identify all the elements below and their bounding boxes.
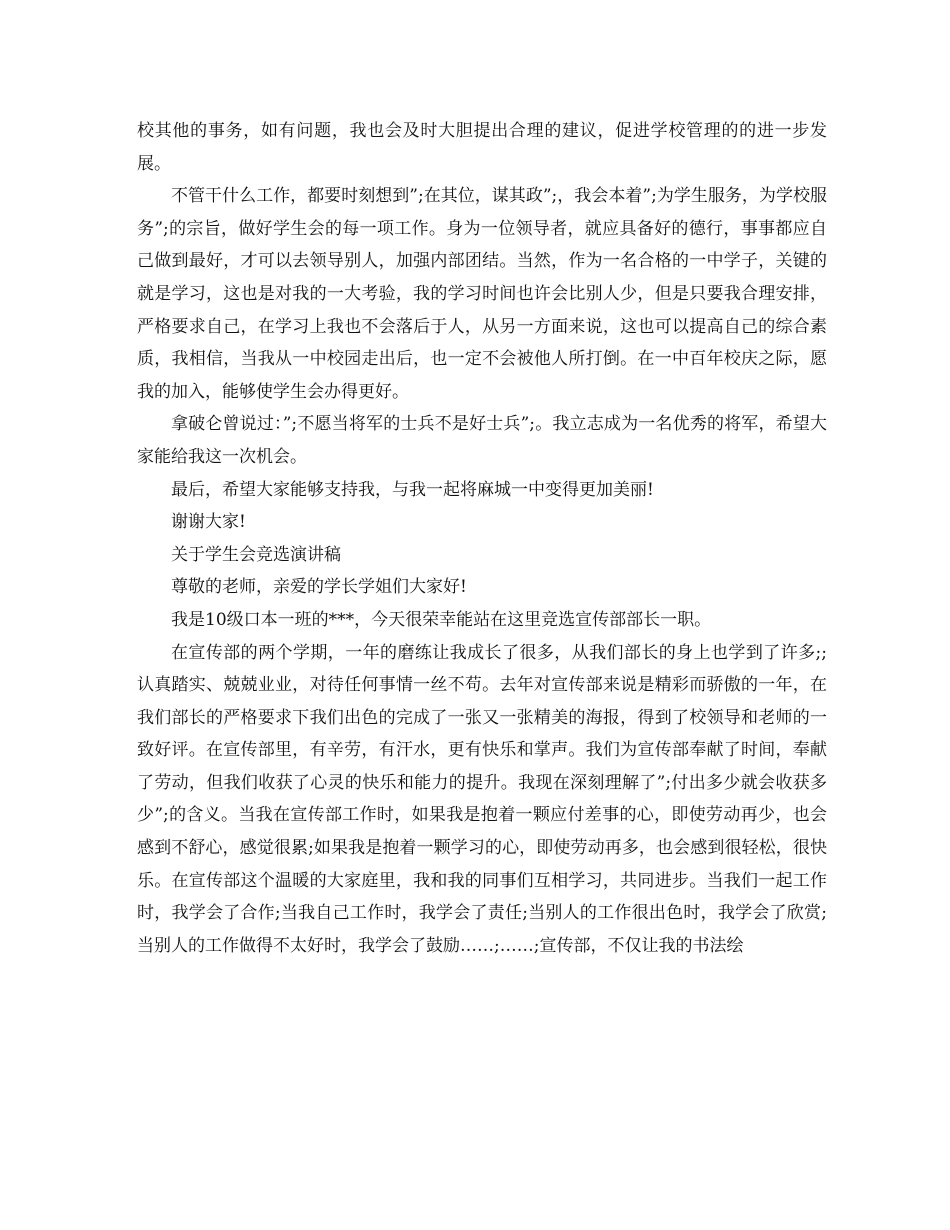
paragraph-9: 在宣传部的两个学期，一年的磨练让我成长了很多，从我们部长的身上也学到了许多;;认真踏实、兢兢业业，对待任何事情一丝不苟。去年对宣传部来说是精彩而骄傲的一年，在我们部长的严格要求下我们出色的完成了一张又一张精美的海报，得到了校领导和老师的一致好评。在宣传部里，有辛劳，有汗水，更有快乐和掌声。我们为宣传部奉献了时间，奉献了劳动，但我们收获了心灵的快乐和能力的提升。我现在深刻理解了”;付出多少就会收获多少”;的含义。当我在宣传部工作时，如果我是抱着一颗应付差事的心，即使劳动再少，也会感到不舒心，感觉很累;如果我是抱着一颗学习的心，即使劳动再多，也会感到很轻松，很快乐。在宣传部这个温暖的大家庭里，我和我的同事们互相学习，共同进步。当我们一起工作时，我学会了合作;当我自己工作时，我学会了责任;当别人的工作很出色时，我学会了欣赏;当别人的工作做得不太好时，我学会了鼓励……;……;宣传部，不仅让我的书法绘: [137, 642, 827, 956]
greeting: 尊敬的老师，亲爱的学长学姐们大家好!: [171, 577, 467, 598]
section-title: 关于学生会竞选演讲稿: [171, 544, 341, 565]
paragraph-2: 不管干什么工作，都要时刻想到”;在其位，谋其政”;，我会本着”;为学生服务，为学校服务”;的宗旨，做好学生会的每一项工作。身为一位领导者，就应具备好的德行，事事都应自己做到最好，才可以去领导别人，加强内部团结。当然，作为一名合格的一中学子，关键的就是学习，这也是对我的一大考验，我的学习时间也许会比别人少，但是只要我合理安排，严格要求自己，在学习上我也不会落后于人，从另一方面来说，这也可以提高自己的综合素质，我相信，当我从一中校园走出后，也一定不会被他人所打倒。在一中百年校庆之际，愿我的加入，能够使学生会办得更好。: [137, 186, 827, 402]
paragraph-4: 最后，希望大家能够支持我，与我一起将麻城一中变得更加美丽!: [171, 479, 654, 500]
paragraph-8: 我是10级口本一班的***，今天很荣幸能站在这里竞选宣传部部长一职。: [171, 609, 712, 630]
paragraph-5: 谢谢大家!: [171, 512, 246, 533]
paragraph-3: 拿破仑曾说过：”;不愿当将军的士兵不是好士兵”;。我立志成为一名优秀的将军，希望大家能给我这一次机会。: [137, 414, 827, 467]
document-body: [137, 115, 827, 962]
paragraph-1: 校其他的事务，如有问题，我也会及时大胆提出合理的建议，促进学校管理的的进一步发展。: [137, 121, 827, 174]
